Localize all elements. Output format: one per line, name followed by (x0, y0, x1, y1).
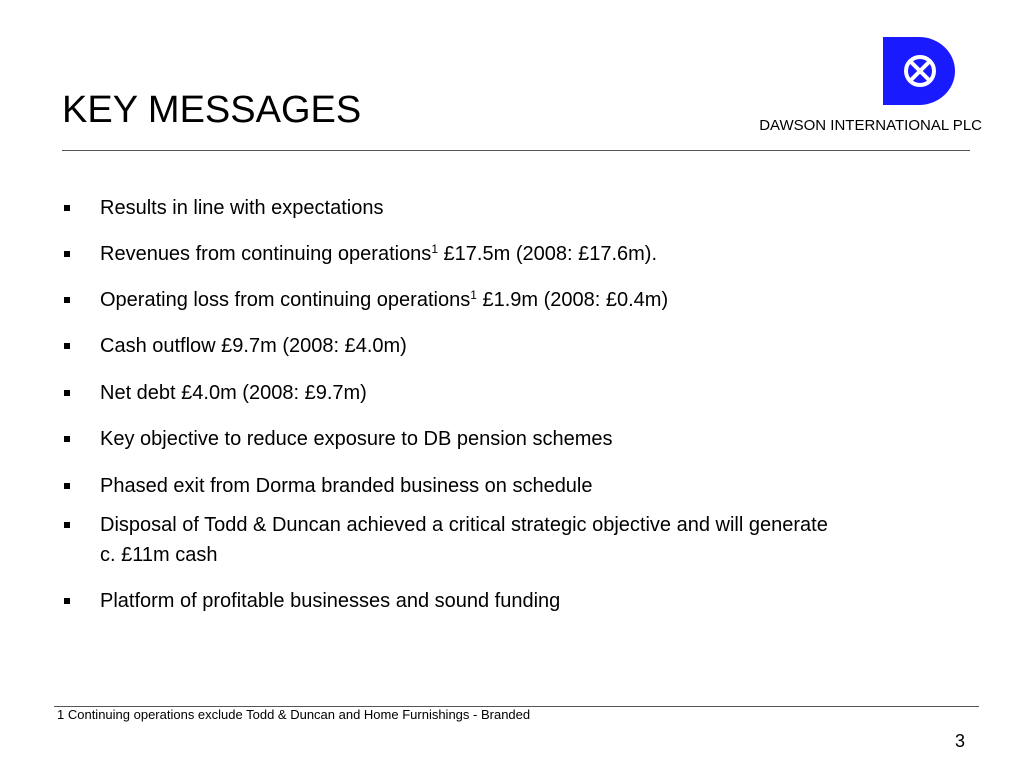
footnote-ref: 1 (431, 242, 438, 256)
bullet-text-suffix: £17.5m (2008: £17.6m). (438, 243, 658, 265)
bullet-marker (64, 251, 70, 257)
bullet-marker (64, 343, 70, 349)
bullet-marker (64, 297, 70, 303)
bullet-marker (64, 205, 70, 211)
bullet-text: Net debt £4.0m (2008: £9.7m) (100, 382, 367, 404)
bullet-text: Phased exit from Dorma branded business on schedule (100, 475, 593, 497)
bullet-marker (64, 436, 70, 442)
bullet-text: Disposal of Todd & Duncan achieved a critical strategic objective and will generate (100, 514, 828, 536)
dawson-d-logo-icon (883, 37, 955, 105)
title-divider (62, 150, 970, 151)
company-name: DAWSON INTERNATIONAL PLC (759, 117, 982, 134)
bullet-marker (64, 483, 70, 489)
bullet-text: Platform of profitable businesses and sound funding (100, 590, 561, 612)
page-number: 3 (954, 731, 965, 751)
bullet-text: Key objective to reduce exposure to DB pension schemes (100, 428, 613, 450)
bullet-marker (64, 522, 70, 528)
bullet-text: Revenues from continuing operations (100, 243, 432, 265)
bullet-marker (64, 598, 70, 604)
slide-title: KEY MESSAGES (62, 89, 362, 131)
bullet-text-line2: c. £11m cash (100, 544, 218, 566)
footnote-ref: 1 (470, 288, 477, 302)
bullet-marker (64, 390, 70, 396)
bullet-text: Operating loss from continuing operations (100, 289, 471, 311)
bullet-text-suffix: £1.9m (2008: £0.4m) (476, 289, 669, 311)
bullet-text: Cash outflow £9.7m (2008: £4.0m) (100, 335, 407, 357)
footnote: 1 Continuing operations exclude Todd & Duncan and Home Furnishings - Branded (57, 707, 531, 722)
bullet-text: Results in line with expectations (100, 197, 384, 219)
